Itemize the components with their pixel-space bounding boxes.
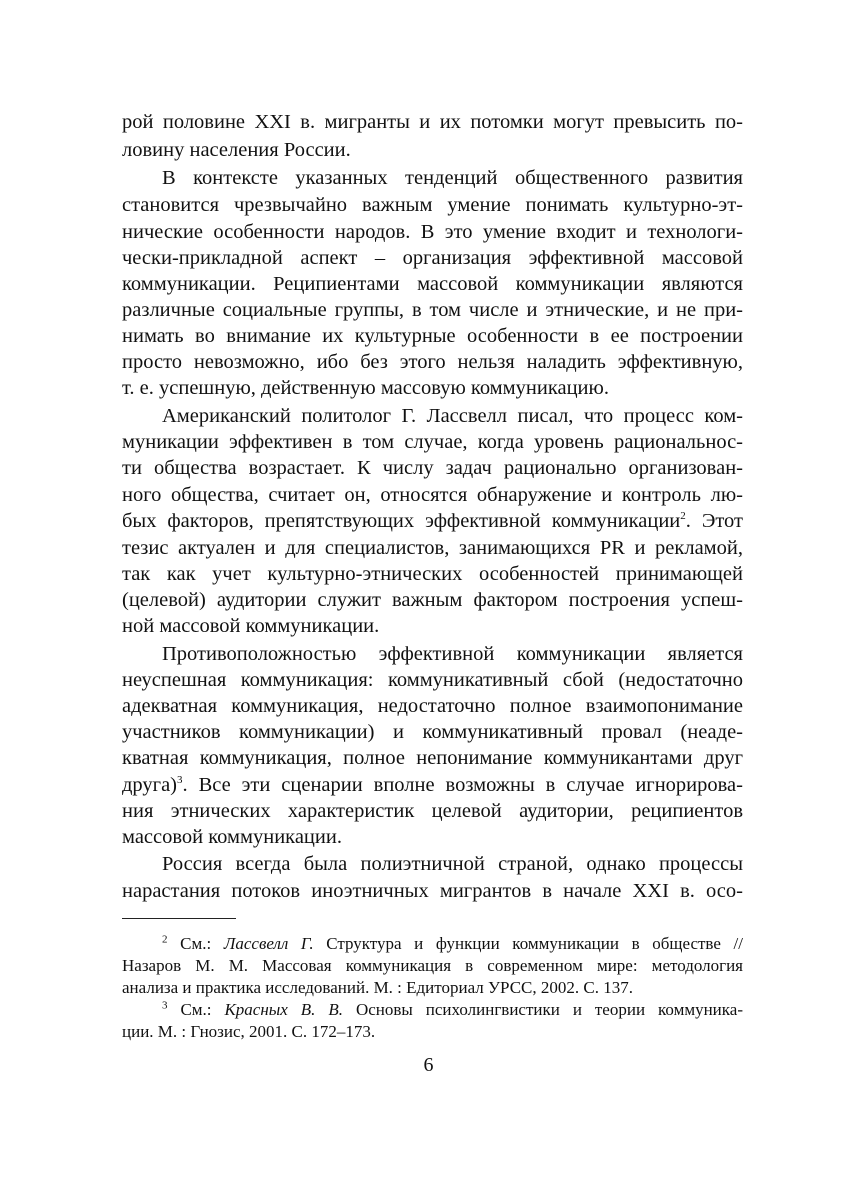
body-line: ти общества возрастает. К числу задач рационально организован- (122, 457, 743, 479)
body-line: кватная коммуникация, полное непонимание коммуникантами друг (122, 747, 743, 769)
body-line: ловину населения России. (122, 139, 351, 161)
body-line: нические особенности народов. В это умение входит и технологи- (122, 221, 743, 243)
body-line: (целевой) аудитории служит важным фактором построения успеш- (122, 589, 743, 611)
footnote-ref-3[interactable]: 3 (177, 774, 183, 787)
footnote-2-line: анализа и практика исследований. М. : Едиториал УРСС, 2002. С. 137. (122, 978, 633, 997)
footnote-2-line (162, 933, 743, 955)
body-line-with-footnote-ref (122, 508, 743, 534)
body-line: чески-прикладной аспект – организация эффективной массовой (122, 247, 743, 269)
body-line-with-footnote-ref (122, 772, 743, 798)
paragraph-start-line: Американский политолог Г. Лассвелл писал, что процесс ком- (162, 405, 743, 427)
body-line: участников коммуникации) и коммуникативный провал (неаде- (122, 721, 743, 743)
body-line: различные социальные группы, в том числе и этнические, и не при- (122, 299, 743, 321)
body-line: рой половине XXI в. мигранты и их потомки могут превысить по- (122, 111, 743, 133)
body-line: просто невозможно, ибо без этого нельзя наладить эффективную, (122, 351, 743, 373)
footnote-text: Структура и функции коммуникации в обществе // (313, 934, 743, 953)
footnote-author: Лассвелл Г. (223, 934, 314, 953)
paragraph-start-line: Противоположностью эффективной коммуникации является (162, 643, 743, 665)
body-line: коммуникации. Реципиентами массовой коммуникации являются (122, 273, 743, 295)
footnote-ref-2[interactable]: 2 (680, 510, 686, 523)
body-line: становится чрезвычайно важным умение понимать культурно-эт- (122, 194, 743, 216)
footnote-text: См.: (167, 1000, 225, 1019)
paragraph-start-line: В контексте указанных тенденций общественного развития (162, 167, 743, 189)
body-line: адекватная коммуникация, недостаточно полное взаимопонимание (122, 695, 743, 717)
body-text: . Все эти сценарии вполне возможны в случае игнорирова- (182, 774, 743, 796)
footnote-2-line: Назаров М. М. Массовая коммуникация в современном мире: методология (122, 956, 743, 975)
footnote-3-line: ции. М. : Гнозис, 2001. С. 172–173. (122, 1022, 376, 1041)
body-line: неуспешная коммуникация: коммуникативный сбой (недостаточно (122, 669, 743, 691)
footnote-number: 2 (162, 933, 168, 946)
footnote-text: См.: (167, 934, 224, 953)
footnote-3-line (162, 999, 743, 1021)
footnote-text: Основы психолингвистики и теории коммуника- (343, 1000, 743, 1019)
body-line: так как учет культурно-этнических особенностей принимающей (122, 563, 743, 585)
body-text: бых факторов, препятствующих эффективной коммуникации (122, 510, 681, 532)
body-text: . Этот (685, 510, 743, 532)
footnote-number: 3 (162, 999, 168, 1012)
body-line: т. е. успешную, действенную массовую коммуникацию. (122, 377, 609, 399)
body-line: ного общества, считает он, относятся обнаружение и контроль лю- (122, 484, 743, 506)
footnote-separator (122, 918, 236, 919)
paragraph-start-line: Россия всегда была полиэтничной страной, однако процессы (162, 853, 743, 875)
body-line: массовой коммуникации. (122, 826, 342, 848)
footnote-author: Красных В. В. (224, 1000, 343, 1019)
body-line: нарастания потоков иноэтничных мигрантов в начале XXI в. осо- (122, 880, 743, 902)
body-line: тезис актуален и для специалистов, занимающихся PR и рекламой, (122, 537, 743, 559)
body-line: муникации эффективен в том случае, когда уровень рациональнос- (122, 431, 743, 453)
body-text: друга) (122, 774, 177, 796)
page-number: 6 (423, 1054, 434, 1076)
body-line: ной массовой коммуникации. (122, 615, 380, 637)
body-line: ния этнических характеристик целевой аудитории, реципиентов (122, 800, 743, 822)
body-line: нимать во внимание их культурные особенности в ее построении (122, 325, 743, 347)
